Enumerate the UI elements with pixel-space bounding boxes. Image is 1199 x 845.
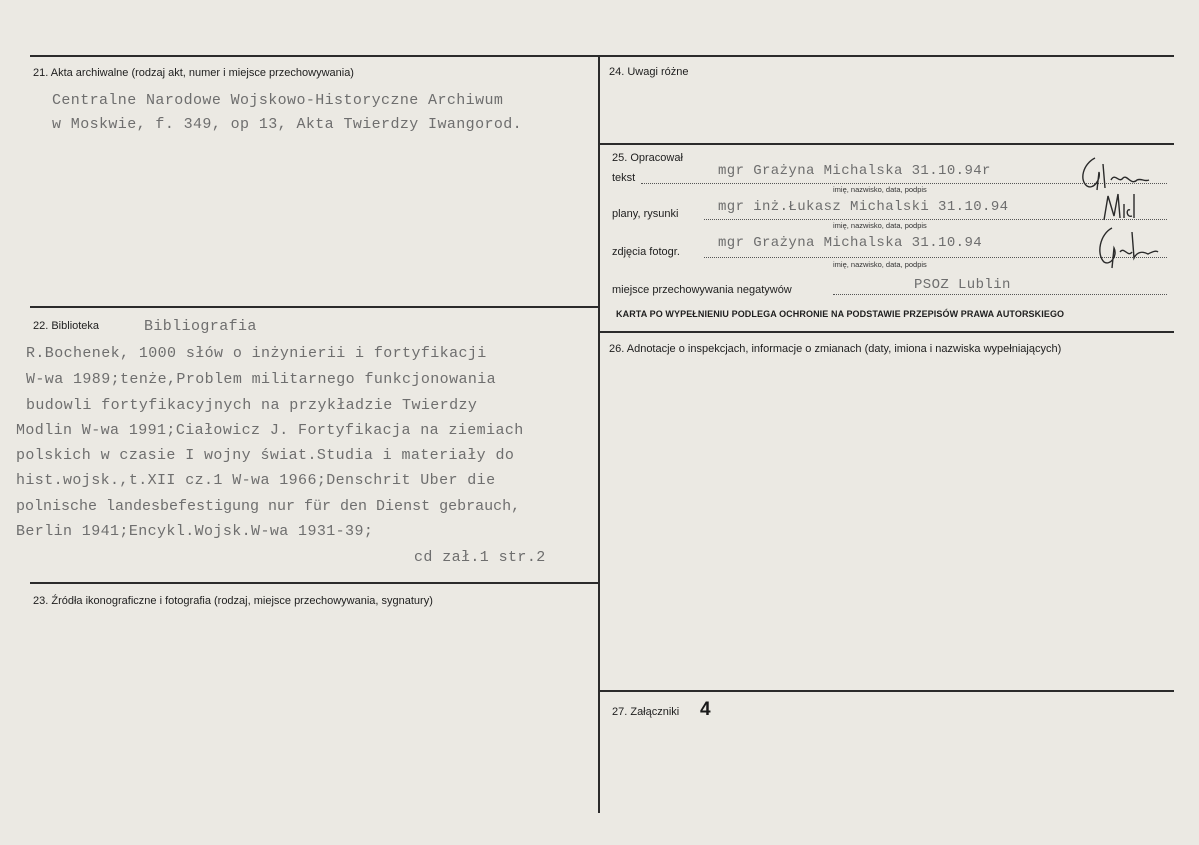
section-22-label: 22. Biblioteka [33,320,100,332]
bibliography-line-5: polskich w czasie I wojny świat.Studia i materiały do [16,447,515,464]
negatives-dotline [833,294,1167,295]
bibliography-continuation: cd zał.1 str.2 [414,549,546,566]
bibliography-line-7: polnische landesbefestigung nur für den Dienst gebrauch, [16,498,521,515]
signature-photos [1092,222,1162,272]
row-photos-caption: imię, nazwisko, data, podpis [833,260,927,269]
negatives-label: miejsce przechowywania negatywów [612,284,792,296]
divider-top [30,55,1174,57]
bibliography-line-6: hist.wojsk.,t.XII cz.1 W-wa 1966;Denschrit Uber die [16,472,496,489]
section-25-label: 25. Opracował [612,152,683,164]
divider-vertical [598,55,600,813]
bibliography-line-3: budowli fortyfikacyjnych na przykładzie Twierdzy [26,397,478,414]
row-drawings-caption: imię, nazwisko, data, podpis [833,221,927,230]
divider-right-24-25 [599,143,1174,145]
divider-left-22-23 [30,582,599,584]
divider-right-25-26 [599,331,1174,333]
bibliography-line-4: Modlin W-wa 1991;Ciałowicz J. Fortyfikacja na ziemiach [16,422,524,439]
row-photos-label: zdjęcia fotogr. [612,246,680,258]
row-text-label: tekst [612,172,636,184]
divider-left-21-22 [30,306,599,308]
archive-line-1: Centralne Narodowe Wojskowo-Historyczne Archiwum [52,92,504,109]
section-24-label: 24. Uwagi różne [609,66,689,78]
section-27-label: 27. Załączniki [612,706,680,718]
section-23-label: 23. Źródła ikonograficzne i fotografia (rodzaj, miejsce przechowywania, sygnatury) [33,595,433,607]
bibliography-line-1: R.Bochenek, 1000 słów o inżynierii i fortyfikacji [26,345,487,362]
bibliography-line-8: Berlin 1941;Encykl.Wojsk.W-wa 1931-39; [16,523,374,540]
bibliography-line-2: W-wa 1989;tenże,Problem militarnego funkcjonowania [26,371,497,388]
signature-drawings [1100,190,1140,224]
row-text-caption: imię, nazwisko, data, podpis [833,185,927,194]
divider-right-26-27 [599,690,1174,692]
bibliography-heading: Bibliografia [144,318,257,335]
section-26-label: 26. Adnotacje o inspekcjach, informacje o zmianach (daty, imiona i nazwiska wypełniających) [609,343,1062,355]
negatives-value: PSOZ Lublin [914,277,1011,293]
row-drawings-dotline [704,219,1167,220]
row-text-value: mgr Grażyna Michalska 31.10.94r [718,163,991,179]
row-drawings-label: plany, rysunki [612,208,679,220]
attachments-count: 4 [700,699,711,720]
section-21-label: 21. Akta archiwalne (rodzaj akt, numer i miejsce przechowywania) [33,67,354,79]
copyright-note: KARTA PO WYPEŁNIENIU PODLEGA OCHRONIE NA PODSTAWIE PRZEPISÓW PRAWA AUTORSKIEGO [616,309,1065,319]
archive-line-2: w Moskwie, f. 349, op 13, Akta Twierdzy Iwangorod. [52,116,523,133]
row-photos-value: mgr Grażyna Michalska 31.10.94 [718,235,983,251]
row-drawings-value: mgr inż.Łukasz Michalski 31.10.94 [718,199,1009,215]
